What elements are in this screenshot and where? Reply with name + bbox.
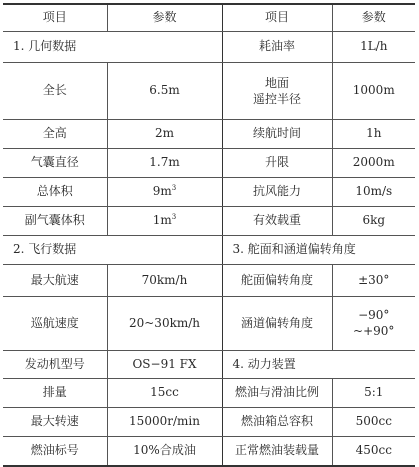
header-item: 项目 (3, 4, 107, 31)
value-cell: 1000m (332, 62, 415, 119)
value-cell: 450cc (332, 436, 415, 466)
table-row (3, 31, 415, 62)
table-row (3, 62, 415, 119)
item-cell: 巡航速度 (3, 296, 107, 350)
value-cell (107, 177, 222, 206)
table-row (3, 177, 415, 206)
unit-exponent: 3 (171, 184, 177, 192)
table-row (3, 296, 415, 350)
item-cell: 最大转速 (3, 407, 107, 436)
value-cell: 1L/h (332, 31, 415, 62)
header-param: 参数 (332, 4, 415, 31)
item-cell: 气囊直径 (3, 148, 107, 177)
table-row (3, 436, 415, 466)
item-cell: 副气囊体积 (3, 206, 107, 235)
value-cell: 2000m (332, 148, 415, 177)
parameter-table (3, 3, 415, 467)
item-cell: 抗风能力 (222, 177, 332, 206)
value-cell: 10%合成油 (107, 436, 222, 466)
section-heading: 1. 几何数据 (3, 31, 222, 62)
item-cell: 涵道偏转角度 (222, 296, 332, 350)
item-cell: 燃油箱总容积 (222, 407, 332, 436)
section-heading: 2. 飞行数据 (3, 235, 222, 264)
value-cell: 6kg (332, 206, 415, 235)
item-line: 遥控半径 (252, 91, 301, 106)
table-row (3, 119, 415, 148)
item-cell: 升限 (222, 148, 332, 177)
table-row (3, 378, 415, 407)
value-text: 9m (152, 184, 172, 198)
table-row (3, 407, 415, 436)
table-row (3, 264, 415, 296)
item-cell: 续航时间 (222, 119, 332, 148)
table-row (3, 235, 415, 264)
value-cell: 10m/s (332, 177, 415, 206)
value-cell: 15cc (107, 378, 222, 407)
section-heading: 4. 动力装置 (222, 350, 415, 378)
value-text: 1m (152, 213, 172, 227)
value-line: ~+90° (353, 324, 395, 338)
header-item: 项目 (222, 4, 332, 31)
value-cell: 1.7m (107, 148, 222, 177)
item-cell: 燃油标号 (3, 436, 107, 466)
value-cell: 2m (107, 119, 222, 148)
value-cell: 6.5m (107, 62, 222, 119)
value-cell (332, 296, 415, 350)
value-cell: ±30° (332, 264, 415, 296)
item-cell: 有效载重 (222, 206, 332, 235)
item-cell: 舵面偏转角度 (222, 264, 332, 296)
value-cell: 20~30km/h (107, 296, 222, 350)
item-cell: 耗油率 (222, 31, 332, 62)
table-header-row (3, 4, 415, 31)
value-cell: 5:1 (332, 378, 415, 407)
item-cell: 发动机型号 (3, 350, 107, 378)
item-line: 地面 (264, 75, 289, 90)
unit-exponent: 3 (171, 213, 177, 221)
section-heading: 3. 舵面和涵道偏转角度 (222, 235, 415, 264)
value-line: −90° (358, 308, 390, 322)
item-cell: 燃油与滑油比例 (222, 378, 332, 407)
table-row (3, 350, 415, 378)
value-cell: 500cc (332, 407, 415, 436)
value-cell (107, 206, 222, 235)
item-cell: 总体积 (3, 177, 107, 206)
value-cell: OS−91 FX (107, 350, 222, 378)
value-cell: 15000r/min (107, 407, 222, 436)
table-row (3, 148, 415, 177)
item-cell: 最大航速 (3, 264, 107, 296)
table-row (3, 206, 415, 235)
item-cell: 全高 (3, 119, 107, 148)
item-cell: 正常燃油装载量 (222, 436, 332, 466)
header-param: 参数 (107, 4, 222, 31)
item-cell (222, 62, 332, 119)
item-cell: 全长 (3, 62, 107, 119)
value-cell: 1h (332, 119, 415, 148)
item-cell: 排量 (3, 378, 107, 407)
value-cell: 70km/h (107, 264, 222, 296)
